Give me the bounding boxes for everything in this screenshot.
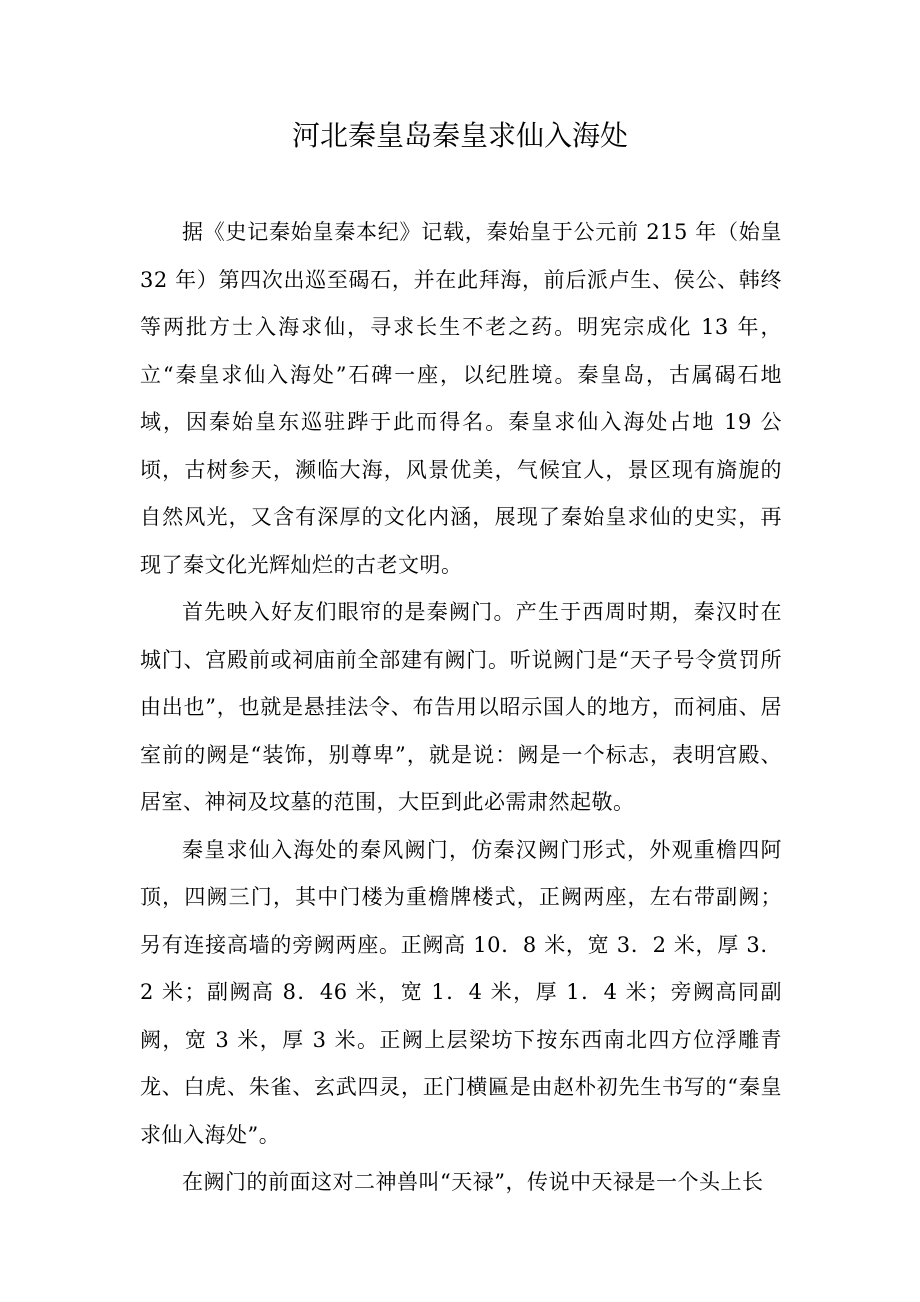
article-body [140, 209, 782, 1207]
paragraph-qin-que-gate: 首先映入好友们眼帘的是秦阙门。产生于西周时期，秦汉时在城门、宫殿前或祠庙前全部建有阙门。听说阙门是“天子号令赏罚所由出也”，也就是悬挂法令、布告用以昭示国人的地方，而祠庙、居室前的阙是“装饰，别尊卑”，就是说：阙是一个标志，表明宫殿、居室、神祠及坟墓的范围，大臣到此必需肃然起敬。 [140, 600, 782, 814]
paragraph-intro: 据《史记秦始皇秦本纪》记载，秦始皇于公元前 215 年（始皇 32 年）第四次出巡至碣石，并在此拜海，前后派卢生、侯公、韩终等两批方士入海求仙，寻求长生不老之药。明宪宗成化 13 年，立“秦皇求仙入海处”石碑一座，以纪胜境。秦皇岛，古属碣石地域，因秦始皇东巡驻跸于此而得名。秦皇求仙入海处占地 19 公顷，古树参天，濒临大海，风景优美，气候宜人，景区现有旖旎的自然风光，又含有深厚的文化内涵，展现了秦始皇求仙的史实，再现了秦文化光辉灿烂的古老文明。 [140, 220, 782, 577]
page-title: 河北秦皇岛秦皇求仙入海处 [291, 119, 628, 152]
paragraph-tianlu: 在阙门的前面这对二神兽叫“天禄”，传说中天禄是一个头上长 [182, 1170, 764, 1194]
paragraph-gate-structure: 秦皇求仙入海处的秦风阙门，仿秦汉阙门形式，外观重檐四阿顶，四阙三门，其中门楼为重檐牌楼式，正阙两座，左右带副阙；另有连接高墙的旁阙两座。正阙高 10．8 米，宽 3．2 米，厚 3．2 米；副阙高 8．46 米，宽 1．4 米，厚 1．4 米；旁阙高同副阙，宽 3 米，厚 3 米。正阙上层梁坊下按东西南北四方位浮雕青龙、白虎、朱雀、玄武四灵，正门横匾是由赵朴初先生书写的“秦皇求仙入海处”。 [140, 837, 782, 1147]
